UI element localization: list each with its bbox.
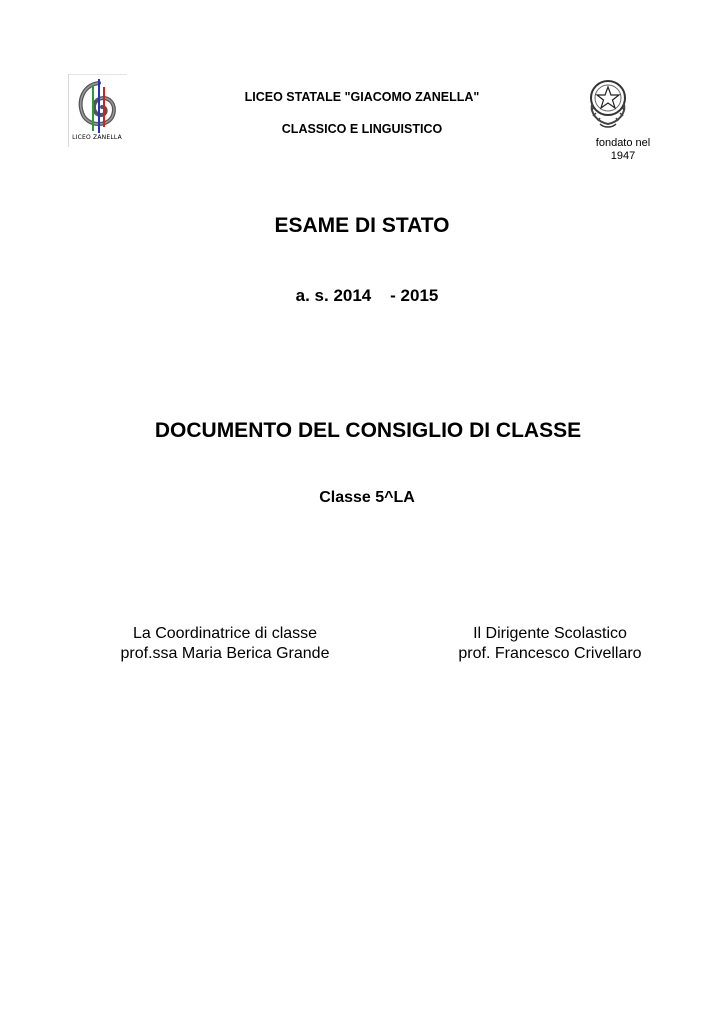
italian-republic-emblem [586,74,630,132]
logo-caption: LICEO ZANELLA [72,134,122,141]
school-type: CLASSICO E LINGUISTICO [281,122,443,136]
coordinator-signature [100,624,350,664]
principal-signature [430,624,670,664]
founded-note [588,137,658,163]
coordinator-name: prof.ssa Maria Berica Grande [120,645,330,662]
class-label: Classe 5^LA [319,489,415,506]
exam-title: ESAME DI STATO [274,214,450,237]
school-year: a. s. 2014 - 2015 [295,286,439,305]
emblem-icon [586,74,630,132]
founded-line1: fondato nel [595,137,651,149]
principal-role: Il Dirigente Scolastico [473,625,627,642]
coordinator-role: La Coordinatrice di classe [132,625,318,642]
document-title: DOCUMENTO DEL CONSIGLIO DI CLASSE [154,419,582,442]
school-logo-icon [69,75,127,135]
principal-name: prof. Francesco Crivellaro [458,645,642,662]
founded-year: 1947 [610,150,636,162]
school-name: LICEO STATALE "GIACOMO ZANELLA" [244,90,480,104]
